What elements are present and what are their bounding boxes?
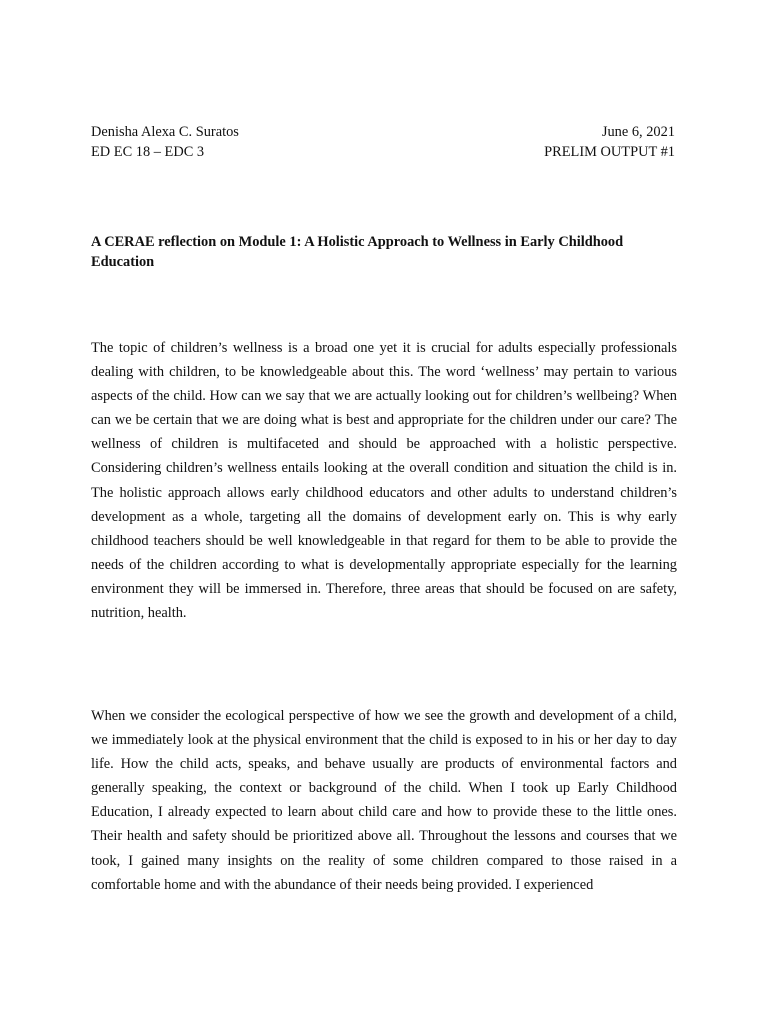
output-label: PRELIM OUTPUT #1 (544, 144, 675, 160)
paragraph-1: The topic of children’s wellness is a broad one yet it is crucial for adults especially professionals dealing with children, to be knowledgeable about this. The word ‘wellness’ may pertain to various aspects of the child. How can we say that we are actually looking out for children’s wellbeing? When can we be certain that we are doing what is best and appropriate for the children under our care? The wellness of children is multifaceted and should be approached with a holistic perspective. Considering children’s wellness entails looking at the overall condition and situation the child is in. The holistic approach allows early childhood educators and other adults to understand children’s development as a whole, targeting all the domains of development early on. This is why early childhood teachers should be well knowledgeable in that regard for them to be able to provide the needs of the children according to what is developmentally appropriate especially for the learning environment they will be immersed in. Therefore, three areas that should be focused on are safety, nutrition, health. (91, 340, 677, 622)
author-name: Denisha Alexa C. Suratos (91, 124, 239, 140)
document-header (91, 122, 675, 162)
course-code: ED EC 18 – EDC 3 (91, 144, 205, 160)
header-row-1 (91, 122, 675, 142)
document-date: June 6, 2021 (601, 124, 675, 140)
header-row-2 (91, 142, 675, 162)
document-title: A CERAE reflection on Module 1: A Holistic Approach to Wellness in Early Childhood Education (91, 234, 624, 270)
paragraph-2: When we consider the ecological perspective of how we see the growth and development of a child, we immediately look at the physical environment that the child is exposed to in his or her day to day life. How the child acts, speaks, and behave usually are products of environmental factors and generally speaking, the context or background of the child. When I took up Early Childhood Education, I already expected to learn about child care and how to provide these to the little ones. Their health and safety should be prioritized above all. Throughout the lessons and courses that we took, I gained many insights on the reality of some children compared to those raised in a comfortable home and with the abundance of their needs being provided. I experienced (91, 708, 677, 893)
